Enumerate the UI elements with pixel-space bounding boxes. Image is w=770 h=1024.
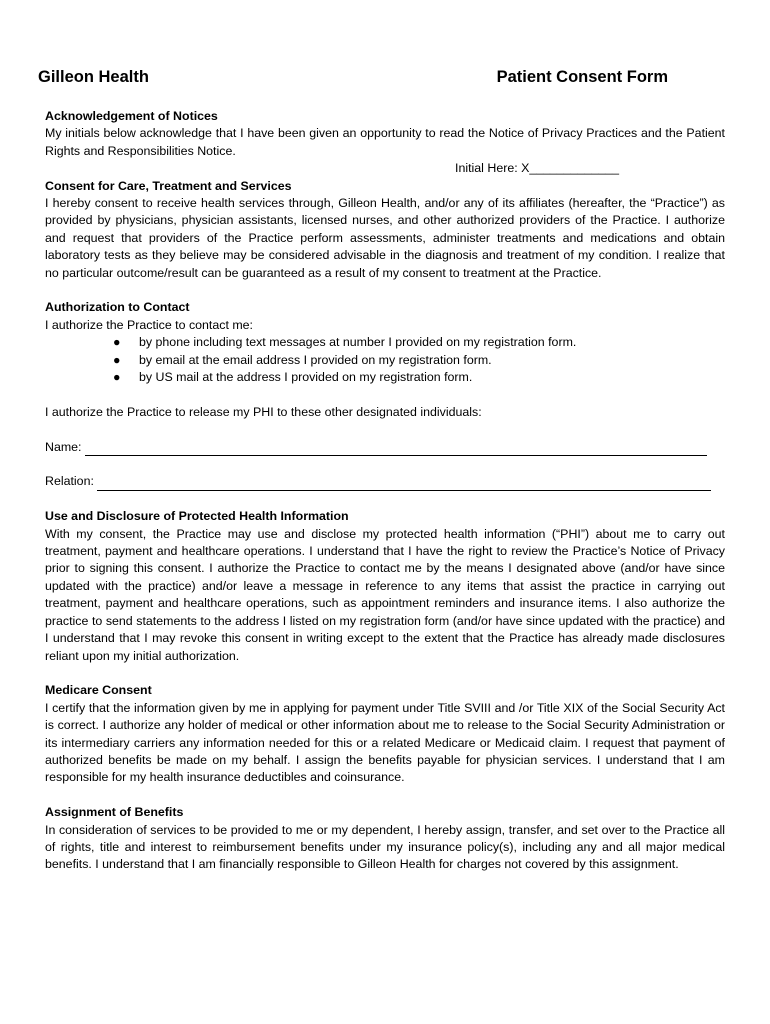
name-label: Name:: [45, 439, 82, 454]
name-field[interactable]: [85, 441, 707, 456]
list-item: [45, 352, 725, 369]
acknowledgement-text: My initials below acknowledge that I have been given an opportunity to read the Notice of Privacy Practices and the Patient Rights and Responsibilities Notice.: [45, 126, 725, 158]
contact-methods-list: [45, 334, 725, 386]
consent-care-heading: Consent for Care, Treatment and Services: [45, 178, 292, 193]
list-item: [45, 369, 725, 386]
initial-here-field[interactable]: Initial Here: X_____________: [455, 161, 619, 176]
contact-method-email: by email at the email address I provided on my registration form.: [139, 352, 492, 367]
contact-method-phone: by phone including text messages at number I provided on my registration form.: [139, 335, 577, 350]
acknowledgement-heading: Acknowledgement of Notices: [45, 109, 218, 123]
form-body: [45, 108, 725, 874]
organization-name: Gilleon Health: [38, 68, 149, 86]
contact-method-mail: by US mail at the address I provided on my registration form.: [139, 370, 473, 385]
relation-label: Relation:: [45, 474, 94, 489]
list-item: [45, 334, 725, 351]
relation-field-row: [45, 473, 725, 490]
bullet-icon: ●: [113, 352, 121, 367]
release-phi-text: I authorize the Practice to release my PHI to these other designated individuals:: [45, 404, 482, 419]
authorization-contact-intro: I authorize the Practice to contact me:: [45, 317, 253, 332]
use-disclosure-heading: Use and Disclosure of Protected Health Information: [45, 509, 349, 524]
medicare-heading: Medicare Consent: [45, 683, 152, 698]
authorization-contact-heading: Authorization to Contact: [45, 300, 190, 315]
use-disclosure-text: With my consent, the Practice may use and disclose my protected health information (“PHI”) about me to carry out treatment, payment and healthcare operations. I understand that I have the right to review the Practice’s Notice of Privacy prior to signing this consent. I authorize the Practice to contact me by the means I designated above (and/or have since updated with the practice) and/or leave a message in reference to any items that assist the practice in carrying out treatment, payment and healthcare operations, such as appointment reminders and insurance items. I also authorize the practice to send statements to the address I listed on my registration form (and/or have since updated with the practice) and I understand that I may revoke this consent in writing except to the extent that the Practice has already made disclosures reliant upon my initial authorization.: [45, 526, 725, 663]
form-header: [38, 68, 668, 90]
consent-care-text: I hereby consent to receive health services through, Gilleon Health, and/or any of its affiliates (hereafter, the “Practice”) as provided by physicians, physician assistants, licensed nurses, and other authorized providers of the Practice. I authorize and request that providers of the Practice perform assessments, administer treatments and medications and obtain laboratory tests as they believe may be considered advisable in the diagnosis and treatment of my condition. I realize that no particular outcome/result can be guaranteed as a result of my consent to treatment at the Practice.: [45, 196, 725, 280]
assignment-text: In consideration of services to be provided to me or my dependent, I hereby assign, transfer, and set over to the Practice all of rights, title and interest to reimbursement benefits under my insurance policy(s), including any and all major medical benefits. I understand that I am financially responsible to Gilleon Health for charges not covered by this assignment.: [45, 822, 725, 872]
form-title: Patient Consent Form: [496, 68, 668, 86]
assignment-heading: Assignment of Benefits: [45, 805, 184, 820]
bullet-icon: ●: [113, 335, 121, 350]
medicare-text: I certify that the information given by me in applying for payment under Title SVIII and /or Title XIX of the Social Security Act is correct. I authorize any holder of medical or other information about me to release to the Social Security Administration or its intermediary carriers any information needed for this or a related Medicare or Medicaid claim. I request that payment of authorized benefits be made on my behalf. I assign the benefits payable for physician services. I understand that I am responsible for my health insurance deductibles and coinsurance.: [45, 700, 725, 785]
name-field-row: [45, 439, 725, 456]
bullet-icon: ●: [113, 370, 121, 385]
relation-field[interactable]: [97, 476, 711, 491]
